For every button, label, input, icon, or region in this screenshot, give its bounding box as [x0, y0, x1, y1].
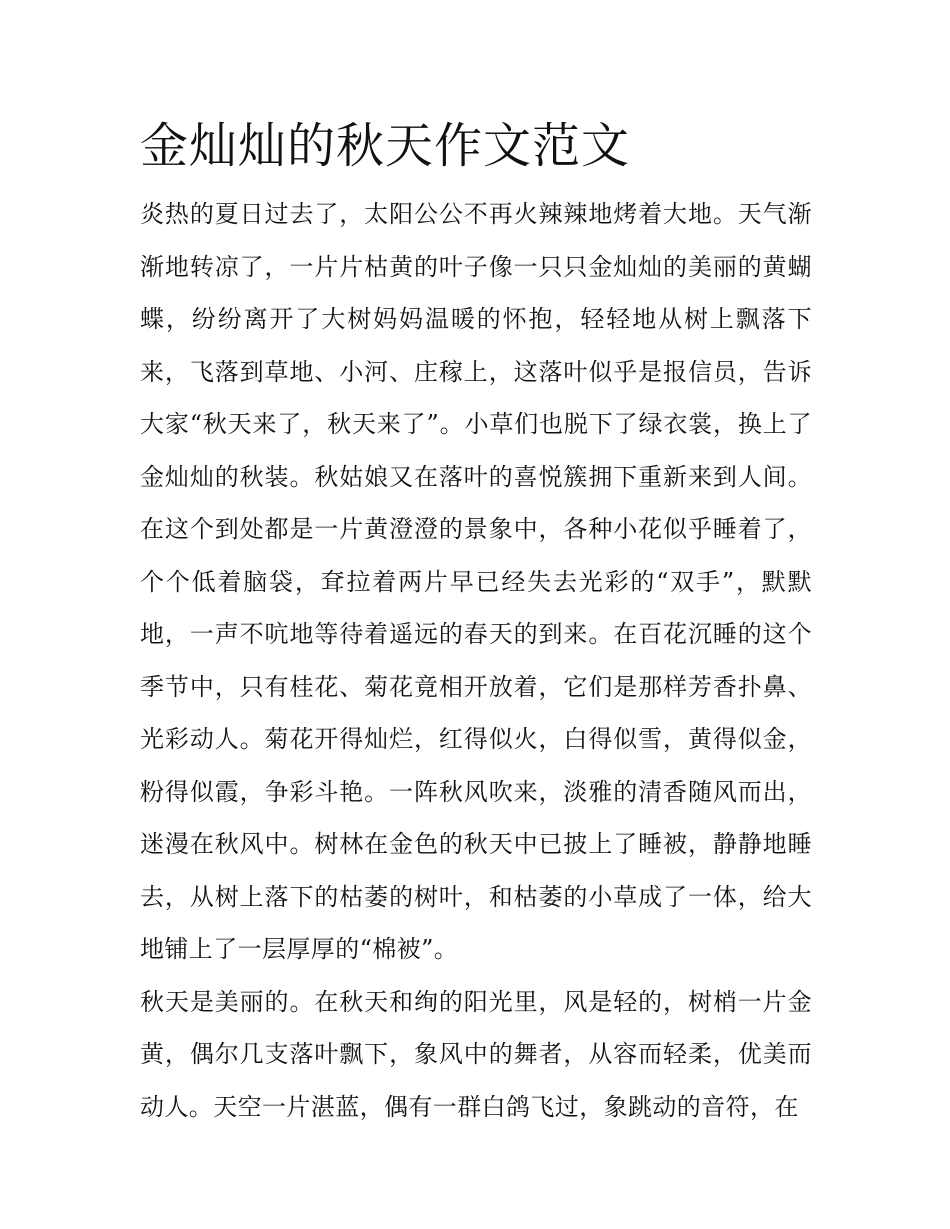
paragraph-1: 炎热的夏日过去了，太阳公公不再火辣辣地烤着大地。天气渐渐地转凉了，一片片枯黄的叶子像一只只金灿灿的美丽的黄蝴蝶，纷纷离开了大树妈妈温暖的怀抱，轻轻地从树上飘落下来，飞落到草地、小河、庄稼上，这落叶似乎是报信员，告诉大家“秋天来了，秋天来了”。小草们也脱下了绿衣裳，换上了金灿灿的秋装。秋姑娘又在落叶的喜悦簇拥下重新来到人间。在这个到处都是一片黄澄澄的景象中，各种小花似乎睡着了，个个低着脑袋，耷拉着两片早已经失去光彩的“双手”，默默地，一声不吭地等待着遥远的春天的到来。在百花沉睡的这个季节中，只有桂花、菊花竟相开放着，它们是那样芳香扑鼻、光彩动人。菊花开得灿烂，红得似火，白得似雪，黄得似金，粉得似霞，争彩斗艳。一阵秋风吹来，淡雅的清香随风而出，迷漫在秋风中。树林在金色的秋天中已披上了睡被，静静地睡去，从树上落下的枯萎的树叶，和枯萎的小草成了一体，给大地铺上了一层厚厚的“棉被”。 [140, 200, 812, 963]
document-page [140, 108, 812, 1133]
paragraph-2: 秋天是美丽的。在秋天和绚的阳光里，风是轻的，树梢一片金黄，偶尔几支落叶飘下，象风中的舞者，从容而轻柔，优美而动人。天空一片湛蓝，偶有一群白鸽飞过，象跳动的音符，在 [140, 987, 812, 1121]
document-title: 金灿灿的秋天作文范文 [140, 118, 631, 174]
